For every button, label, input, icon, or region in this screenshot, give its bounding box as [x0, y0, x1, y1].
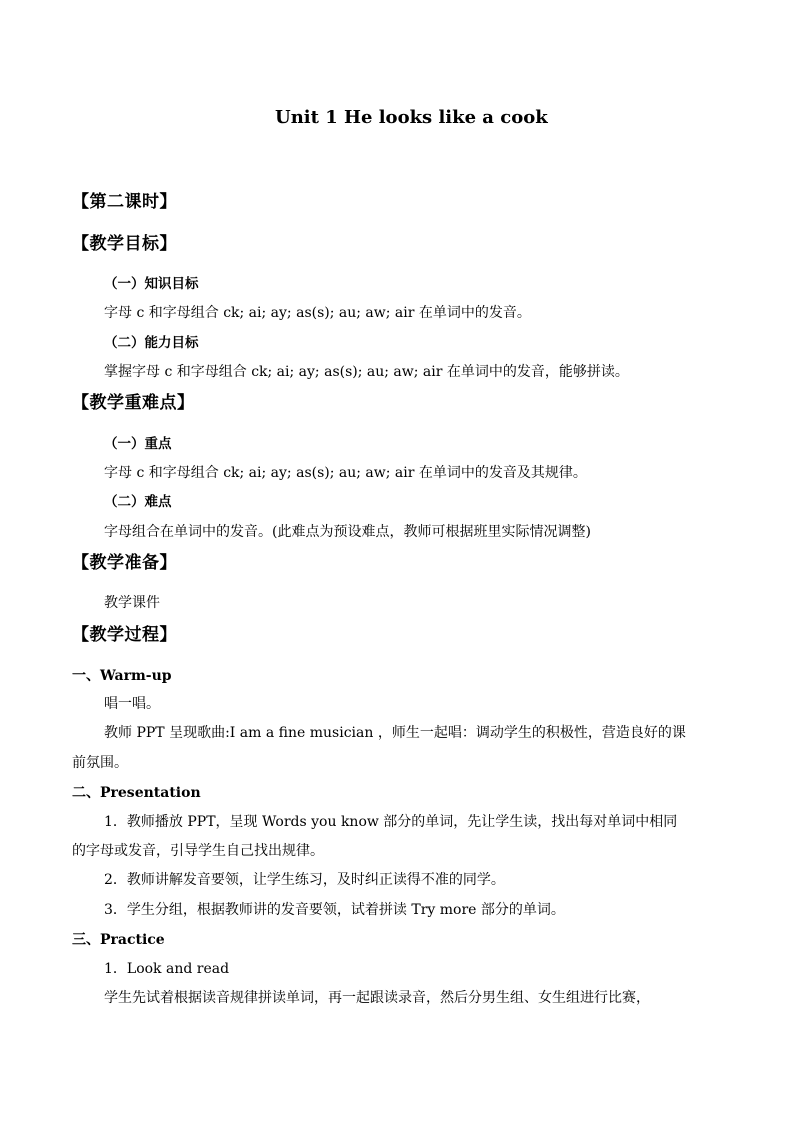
- lesson-heading: 【第二课时】: [72, 192, 177, 212]
- warmup-line-2: 教师 PPT 呈现歌曲:I am a fine musician ，师生一起唱：调动学生的积极性，营造良好的课: [104, 725, 686, 741]
- preparation-text: 教学课件: [104, 595, 160, 611]
- warmup-heading: 一、Warm-up: [72, 668, 172, 684]
- warmup-line-3: 前氛围。: [72, 755, 128, 771]
- focus-heading: （一）重点: [104, 436, 172, 452]
- presentation-heading: 二、Presentation: [72, 785, 201, 801]
- presentation-line-2: 的字母或发音，引导学生自己找出规律。: [72, 843, 324, 859]
- difficulty-heading: （二）难点: [104, 494, 172, 510]
- difficulty-text: 字母组合在单词中的发音。(此难点为预设难点，教师可根据班里实际情况调整): [104, 524, 591, 540]
- preparation-heading: 【教学准备】: [72, 553, 177, 573]
- process-heading: 【教学过程】: [72, 625, 177, 645]
- focus-text: 字母 c 和字母组合 ck; ai; ay; as(s); au; aw; air 在单词中的发音及其规律。: [104, 465, 587, 481]
- presentation-line-1: 1．教师播放 PPT，呈现 Words you know 部分的单词，先让学生读，找出每对单词中相同: [104, 814, 678, 830]
- practice-heading: 三、Practice: [72, 932, 165, 948]
- warmup-line-1: 唱一唱。: [104, 696, 160, 712]
- ability-objective-text: 掌握字母 c 和字母组合 ck; ai; ay; as(s); au; aw; air 在单词中的发音，能够拼读。: [104, 364, 629, 380]
- objectives-heading: 【教学目标】: [72, 234, 177, 254]
- practice-line-1: 1．Look and read: [104, 961, 230, 977]
- practice-line-2: 学生先试着根据读音规律拼读单词，再一起跟读录音，然后分男生组、女生组进行比赛，: [104, 990, 650, 1006]
- ability-objective-heading: （二）能力目标: [104, 335, 199, 351]
- presentation-line-4: 3．学生分组，根据教师讲的发音要领，试着拼读 Try more 部分的单词。: [104, 902, 565, 918]
- document-title: Unit 1 He looks like a cook: [275, 107, 548, 128]
- key-points-heading: 【教学重难点】: [72, 393, 195, 413]
- presentation-line-3: 2．教师讲解发音要领，让学生练习，及时纠正读得不准的同学。: [104, 872, 505, 888]
- knowledge-objective-text: 字母 c 和字母组合 ck; ai; ay; as(s); au; aw; air 在单词中的发音。: [104, 305, 531, 321]
- knowledge-objective-heading: （一）知识目标: [104, 276, 199, 292]
